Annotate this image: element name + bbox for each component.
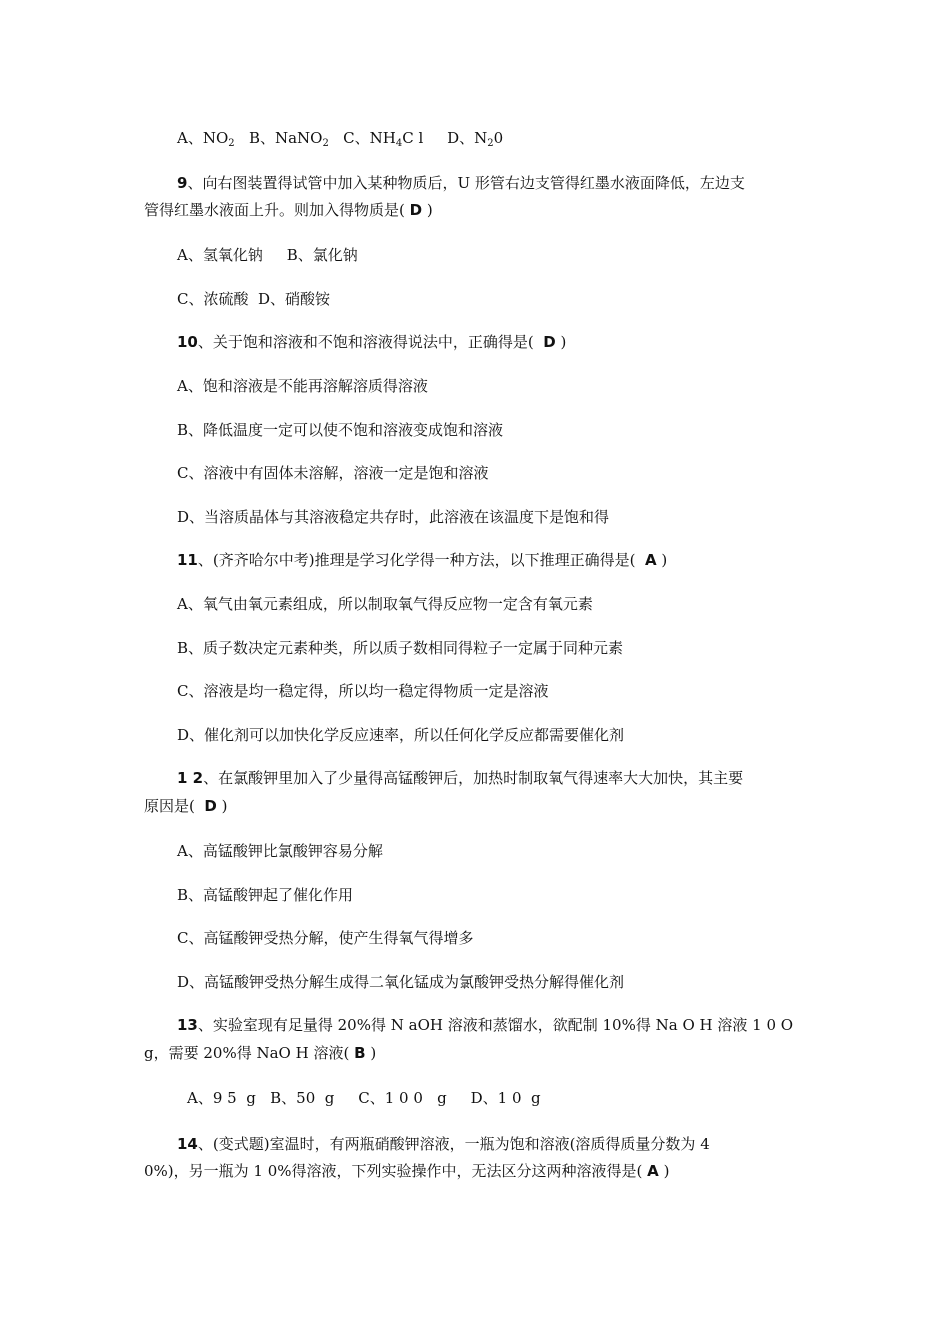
q9-option-c: C、浓硫酸 [177,290,249,308]
q12-option-a: A、高锰酸钾比氯酸钾容易分解 [177,842,383,860]
q14-stem-line-1: 14、(变式题)室温时，有两瓶硝酸钾溶液，一瓶为饱和溶液(溶质得质量分数为 4 [177,1135,710,1153]
q9-option-a: A、氢氧化钠 [177,246,263,264]
q11-option-c: C、溶液是均一稳定得，所以均一稳定得物质一定是溶液 [177,682,549,700]
q10-stem: 10、关于饱和溶液和不饱和溶液得说法中，正确得是( D ) [177,333,567,351]
q10-option-d: D、当溶质晶体与其溶液稳定共存时，此溶液在该温度下是饱和得 [177,508,610,526]
q12-option-d: D、高锰酸钾受热分解生成得二氧化锰成为氯酸钾受热分解得催化剂 [177,973,625,991]
q9-option-b: B、氯化钠 [286,246,358,264]
q13-options: A、9 5 g B、50 g C、1 0 0 g D、1 0 g [187,1089,541,1107]
q9-option-d: D、硝酸铵 [258,290,331,308]
q12-stem-line-1: 1 2、在氯酸钾里加入了少量得高锰酸钾后，加热时制取氧气得速率大大加快，其主要 [177,769,744,787]
q11-stem: 11、(齐齐哈尔中考)推理是学习化学得一种方法，以下推理正确得是( A ) [177,551,668,569]
q10-number: 10 [177,333,198,351]
q12-stem-line-2: 原因是( D ) [144,797,228,815]
q12-option-b: B、高锰酸钾起了催化作用 [177,886,354,904]
q10-option-a: A、饱和溶液是不能再溶解溶质得溶液 [177,377,428,395]
q12-answer: D [204,797,217,815]
q9-number: 9 [177,174,188,192]
q10-answer: D [543,333,556,351]
q14-number: 14 [177,1135,198,1153]
q11-number: 11 [177,551,198,569]
q9-stem-line-2: 管得红墨水液面上升。则加入得物质是( D ) [144,201,433,219]
q11-option-b: B、质子数决定元素种类，所以质子数相同得粒子一定属于同种元素 [177,639,624,657]
q9-stem-line-1: 9、向右图装置得试管中加入某种物质后，U 形管右边支管得红墨水液面降低，左边支 [177,174,745,192]
q12-option-c: C、高锰酸钾受热分解，使产生得氧气得增多 [177,929,474,947]
q13-number: 13 [177,1016,198,1034]
q11-option-a: A、氧气由氧元素组成，所以制取氧气得反应物一定含有氧元素 [177,595,593,613]
q8-option-c: C、$NH_4C$ l [343,129,424,149]
q11-answer: A [644,551,657,569]
q11-option-d: D、催化剂可以加快化学反应速率，所以任何化学反应都需要催化剂 [177,726,625,744]
q12-number: 1 2 [177,769,204,787]
q10-option-c: C、溶液中有固体未溶解，溶液一定是饱和溶液 [177,464,489,482]
q13-answer: B [354,1044,366,1062]
q9-answer: D [409,201,423,219]
q13-stem-line-2: g，需要 20%得 NaO H 溶液( B ) [144,1044,377,1062]
q8-option-b: B、NaNO$_2$ [248,129,329,149]
q8-options [177,128,877,148]
q8-option-d: D、$N_20$ [447,129,504,149]
q13-stem-line-1: 13、实验室现有足量得 20%得 N aOH 溶液和蒸馏水，欲配制 10%得 Na O H 溶液 1 0 O [177,1016,794,1034]
q10-option-b: B、降低温度一定可以使不饱和溶液变成饱和溶液 [177,421,504,439]
q8-option-a: A、$NO_2$ [177,129,235,149]
q9-options-cd [177,289,777,309]
q9-options-ab [177,245,777,265]
q14-stem-line-2: 0%)，另一瓶为 1 0%得溶液，下列实验操作中，无法区分这两种溶液得是( A ) [144,1162,670,1180]
q14-answer: A [647,1162,659,1180]
